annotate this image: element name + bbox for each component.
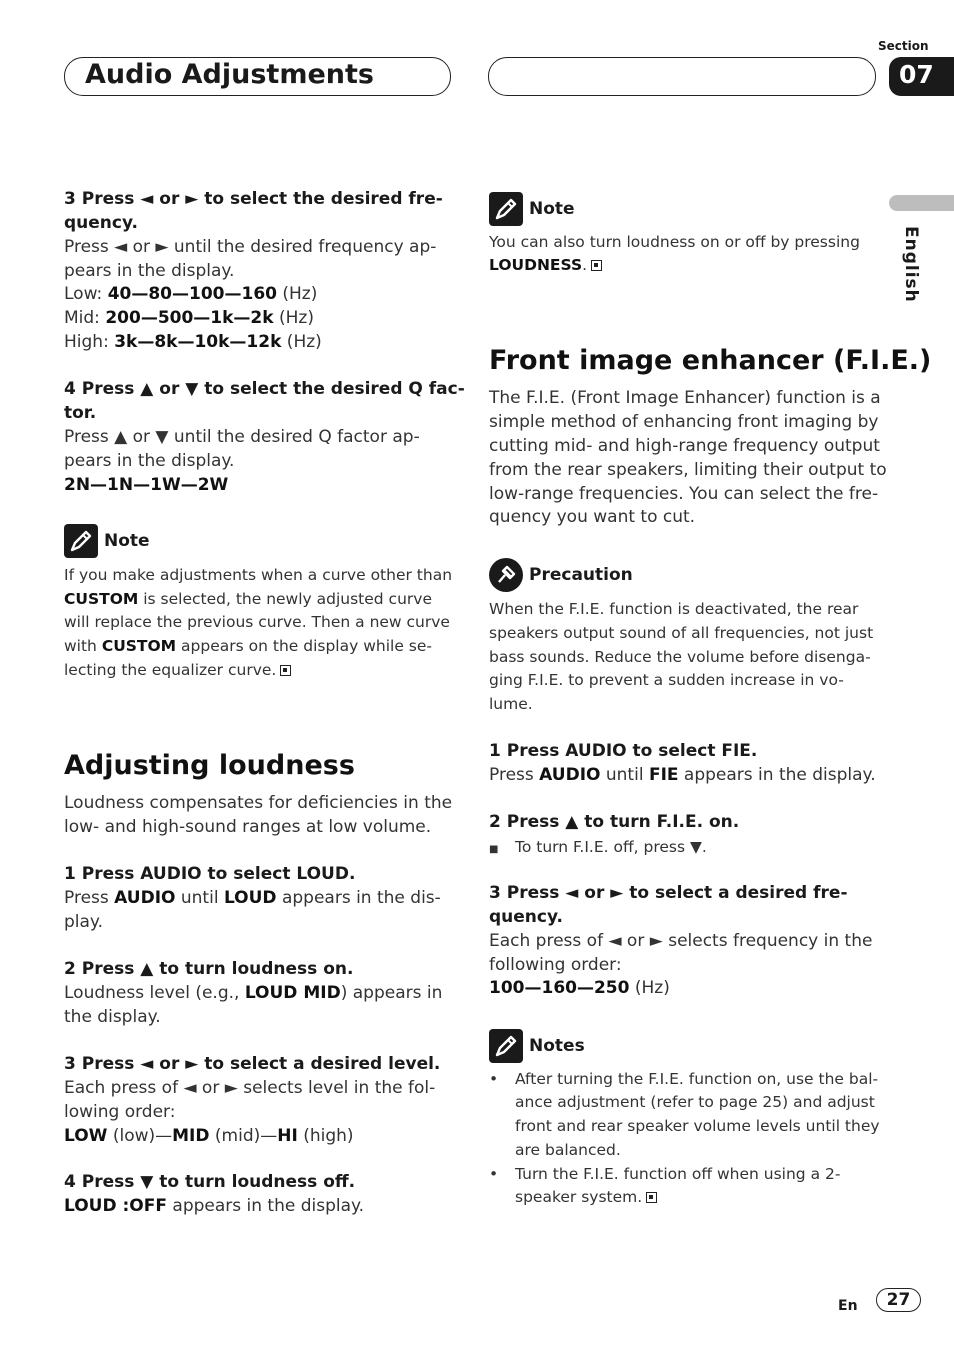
header-title-frame: [64, 57, 451, 96]
step-3-heading: 3 Press ◄ or ► to select the desired fre-: [64, 189, 443, 209]
t24: To turn F.I.E. off, press ▼.: [515, 838, 707, 856]
fie-step-2-heading: 2 Press ▲ to turn F.I.E. on.: [489, 812, 740, 832]
loudness-intro-1: Loudness compensates for deficiencies in the: [64, 793, 453, 813]
step-4-heading-cont: tor.: [64, 403, 97, 423]
freq-high-line: [64, 330, 322, 354]
precaution-line-5: lume.: [489, 695, 533, 713]
pencil-note-icon: [64, 524, 98, 558]
note-label: Note: [529, 199, 575, 219]
precaution-icon: [489, 558, 523, 592]
freq-low-label: Low:: [64, 284, 108, 304]
bullet-icon: •: [489, 1070, 499, 1088]
step-4-body-1: Press ▲ or ▼ until the desired Q factor ap-: [64, 427, 420, 447]
t16: appears in the display.: [167, 1196, 365, 1216]
note-custom-2: CUSTOM: [101, 637, 177, 655]
end-mark-icon: [280, 665, 291, 676]
note-label: Note: [104, 531, 150, 551]
fie-para-2: simple method of enhancing front imaging by: [489, 412, 879, 432]
note-line-1: If you make adjustments when a curve other than: [64, 566, 453, 584]
t22: FIE: [648, 765, 679, 785]
loud-step-2-heading: 2 Press ▲ to turn loudness on.: [64, 959, 354, 979]
fie-step-2-bullet-line: [489, 835, 707, 862]
loud-step-2-body-2: the display.: [64, 1007, 161, 1027]
loud-step-4-body: [64, 1194, 364, 1218]
loudness-title: Adjusting loudness: [64, 750, 355, 781]
fie-step-3-heading-cont: quency.: [489, 907, 563, 927]
note-custom-1: CUSTOM: [64, 590, 139, 608]
loud-step-3-body-2: lowing order:: [64, 1102, 176, 1122]
note-line-4-a: with: [64, 637, 102, 655]
fie-para-3: cutting mid- and high-range frequency output: [489, 436, 880, 456]
t2: AUDIO: [114, 888, 176, 908]
t12: (mid)—: [209, 1126, 278, 1146]
fie-step-1-body: [489, 763, 876, 787]
t7: LOUD MID: [244, 983, 341, 1003]
precaution-label: Precaution: [529, 565, 633, 585]
precaution-line-2: speakers output sound of all frequencies, not just: [489, 624, 874, 642]
language-label: English: [901, 226, 921, 303]
precaution-header: [489, 558, 633, 592]
notes-item-1-line-1: [489, 1067, 878, 1091]
precaution-line-3: bass sounds. Reduce the volume before disenga-: [489, 648, 871, 666]
square-bullet-icon: ■: [489, 844, 499, 855]
fie-para-1: The F.I.E. (Front Image Enhancer) function is a: [489, 388, 881, 408]
t6: Loudness level (e.g.,: [64, 983, 245, 1003]
freq-mid-unit: (Hz): [273, 308, 314, 328]
t10: (low)—: [107, 1126, 173, 1146]
notes-label: Notes: [529, 1036, 585, 1056]
freq-mid-line: [64, 306, 314, 330]
note-line-5: [64, 658, 291, 682]
t21: until: [600, 765, 649, 785]
t18: .: [582, 256, 588, 274]
t13: HI: [277, 1126, 298, 1146]
freq-low-values: 40—80—100—160: [107, 284, 277, 304]
loud-step-4-heading: 4 Press ▼ to turn loudness off.: [64, 1172, 356, 1192]
step-3-body-2: pears in the display.: [64, 261, 235, 281]
t4: LOUD: [223, 888, 277, 908]
fie-para-5: low-range frequencies. You can select the fre-: [489, 484, 879, 504]
right-note-line-2: [489, 253, 602, 277]
t14: (high): [297, 1126, 354, 1146]
section-label: Section: [878, 39, 929, 53]
note-line-2: [64, 587, 432, 611]
notes-item-1-line-2: ance adjustment (refer to page 25) and adjust: [515, 1093, 875, 1111]
loud-levels-line: [64, 1124, 354, 1148]
end-mark-icon: [646, 1192, 657, 1203]
right-note-header: [489, 192, 575, 226]
loud-step-3-body-1: Each press of ◄ or ► selects level in the fol-: [64, 1078, 436, 1098]
freq-low-unit: (Hz): [276, 284, 318, 304]
fie-title: Front image enhancer (F.I.E.): [489, 345, 932, 376]
section-number-badge: [889, 57, 954, 96]
fie-para-4: from the rear speakers, limiting their output to: [489, 460, 887, 480]
t27: After turning the F.I.E. function on, use the bal-: [515, 1070, 879, 1088]
fie-freq-values: [489, 976, 670, 1000]
loud-step-1-body-2: play.: [64, 912, 103, 932]
step-4-body-2: pears in the display.: [64, 451, 235, 471]
loud-step-2-body: [64, 981, 442, 1005]
section-number: 07: [899, 60, 934, 89]
step-3-heading-cont: quency.: [64, 213, 138, 233]
footer-language: En: [838, 1298, 858, 1314]
step-3-body-1: Press ◄ or ► until the desired frequency ap-: [64, 237, 437, 257]
notes-item-2-line-2: [515, 1185, 657, 1209]
freq-low-line: [64, 282, 317, 306]
t20: AUDIO: [539, 765, 601, 785]
t15: LOUD :OFF: [64, 1196, 167, 1216]
fie-step-3-body-2: following order:: [489, 955, 622, 975]
right-note-line-1: You can also turn loudness on or off by pressing: [489, 233, 860, 251]
q-factor-values: [64, 473, 228, 497]
precaution-line-4: ging F.I.E. to prevent a sudden increase in vo-: [489, 671, 844, 689]
note-header: [64, 524, 150, 558]
loud-step-3-heading: 3 Press ◄ or ► to select a desired level.: [64, 1054, 441, 1074]
freq-high-unit: (Hz): [281, 332, 322, 352]
note-line-4: [64, 634, 432, 658]
t17: LOUDNESS: [489, 256, 583, 274]
freq-high-label: High:: [64, 332, 115, 352]
loud-step-1-heading: 1 Press AUDIO to select LOUD.: [64, 864, 356, 884]
t29: speaker system.: [515, 1188, 643, 1206]
page-header-title: Audio Adjustments: [85, 59, 374, 90]
note-line-2-text: is selected, the newly adjusted curve: [138, 590, 432, 608]
note-line-5-text: lecting the equalizer curve.: [64, 661, 277, 679]
freq-mid-values: 200—500—1k—2k: [105, 308, 274, 328]
header-empty-frame: [488, 57, 876, 96]
t28: Turn the F.I.E. function off when using a 2-: [515, 1165, 841, 1183]
t9: LOW: [64, 1126, 108, 1146]
t26: (Hz): [629, 978, 670, 998]
fie-para-6: quency you want to cut.: [489, 507, 696, 527]
t1: Press: [64, 888, 115, 908]
loudness-intro-2: low- and high-sound ranges at low volume.: [64, 817, 432, 837]
t5: appears in the dis-: [276, 888, 441, 908]
note-line-4-text: appears on the display while se-: [176, 637, 432, 655]
loud-step-1-body: [64, 886, 441, 910]
step-4-heading: 4 Press ▲ or ▼ to select the desired Q fac-: [64, 379, 465, 399]
q-factor-values-text: 2N—1N—1W—2W: [64, 475, 229, 495]
pencil-note-icon: [489, 1029, 523, 1063]
notes-item-1-line-3: front and rear speaker volume levels until they: [515, 1117, 880, 1135]
t11: MID: [172, 1126, 210, 1146]
fie-step-1-heading: 1 Press AUDIO to select FIE.: [489, 741, 758, 761]
precaution-line-1: When the F.I.E. function is deactivated, the rear: [489, 600, 859, 618]
freq-high-values: 3k—8k—10k—12k: [114, 332, 282, 352]
notes-item-1-line-4: are balanced.: [515, 1141, 621, 1159]
fie-step-3-heading: 3 Press ◄ or ► to select a desired fre-: [489, 883, 848, 903]
notes-item-2-line-1: [489, 1162, 840, 1186]
t3: until: [175, 888, 224, 908]
freq-mid-label: Mid:: [64, 308, 106, 328]
t23: appears in the display.: [678, 765, 876, 785]
bullet-icon: •: [489, 1165, 499, 1183]
t25: 100—160—250: [489, 978, 630, 998]
page-number: 27: [876, 1288, 921, 1312]
pencil-note-icon: [489, 192, 523, 226]
end-mark-icon: [591, 260, 602, 271]
t8: ) appears in: [340, 983, 443, 1003]
language-tab-bar: [889, 195, 954, 211]
fie-step-3-body-1: Each press of ◄ or ► selects frequency in the: [489, 931, 873, 951]
notes-header: [489, 1029, 585, 1063]
t19: Press: [489, 765, 540, 785]
note-line-3: will replace the previous curve. Then a new curve: [64, 613, 450, 631]
